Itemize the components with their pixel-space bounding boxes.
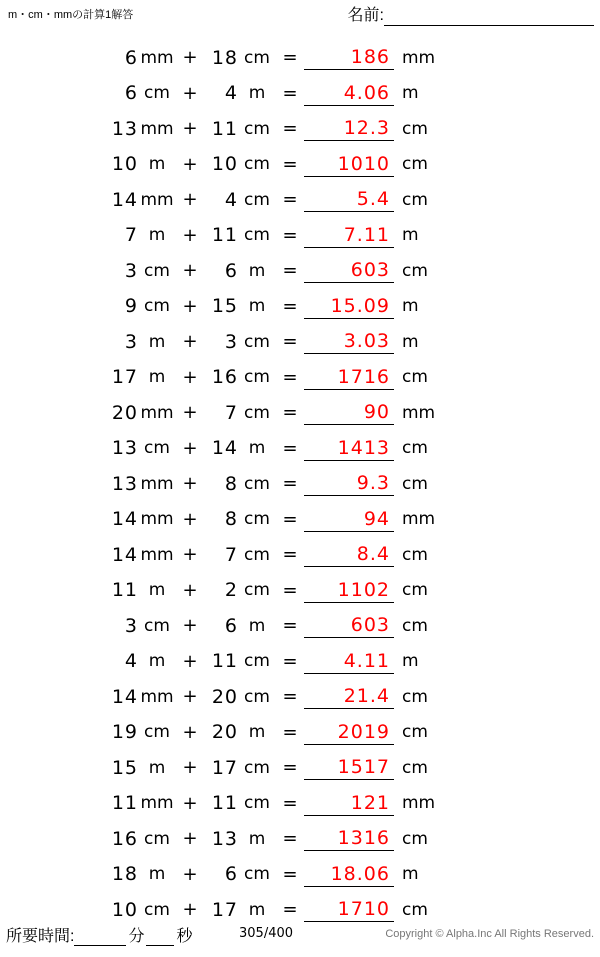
operand-b: 11 [211, 792, 238, 815]
operand-b: 10 [211, 153, 238, 176]
operand-b: 4 [224, 82, 238, 105]
equals-sign: = [282, 437, 298, 459]
operator: + [182, 686, 198, 708]
operand-a-unit: mm [140, 473, 174, 494]
answer-unit: m [402, 296, 419, 317]
answer-field[interactable]: 121 [304, 791, 394, 816]
answer-field[interactable]: 5.4 [304, 187, 394, 212]
equals-sign: = [282, 686, 298, 708]
name-field-block [348, 2, 594, 26]
minutes-input-line[interactable] [74, 925, 126, 946]
operand-a-unit: cm [144, 438, 170, 459]
answer-field[interactable]: 1316 [304, 826, 394, 851]
operand-b-unit: cm [244, 154, 270, 175]
seconds-input-line[interactable] [146, 925, 174, 946]
operand-a: 20 [111, 401, 138, 424]
answer-field[interactable]: 12.3 [304, 116, 394, 141]
operator: + [182, 650, 198, 672]
operand-b-unit: m [248, 722, 266, 743]
problem-row [0, 289, 600, 325]
operator: + [182, 863, 198, 885]
operator: + [182, 508, 198, 530]
answer-unit: cm [402, 899, 428, 920]
operator: + [182, 82, 198, 104]
operand-a-unit: mm [140, 509, 174, 530]
answer-field[interactable]: 1517 [304, 755, 394, 780]
operand-b: 3 [224, 330, 238, 353]
answer-field[interactable]: 15.09 [304, 294, 394, 319]
problem-row [0, 644, 600, 680]
operand-a: 13 [111, 117, 138, 140]
answer-unit: cm [402, 722, 428, 743]
answer-field[interactable]: 21.4 [304, 684, 394, 709]
operand-b-unit: cm [244, 367, 270, 388]
answer-unit: cm [402, 828, 428, 849]
answer-unit: cm [402, 154, 428, 175]
operand-b-unit: cm [244, 864, 270, 885]
operator: + [182, 224, 198, 246]
operand-a-unit: m [148, 225, 166, 246]
equals-sign: = [282, 508, 298, 530]
answer-field[interactable]: 2019 [304, 720, 394, 745]
problem-row [0, 715, 600, 751]
answer-unit: mm [402, 793, 436, 814]
elapsed-time-label: 所要時間: [6, 928, 75, 945]
equals-sign: = [282, 224, 298, 246]
equals-sign: = [282, 721, 298, 743]
answer-unit: mm [402, 47, 436, 68]
operator: + [182, 189, 198, 211]
operand-b-unit: cm [244, 651, 270, 672]
operator: + [182, 579, 198, 601]
answer-unit: m [402, 225, 419, 246]
operator: + [182, 260, 198, 282]
problem-list [0, 40, 600, 928]
operand-b-unit: m [248, 828, 266, 849]
operand-b-unit: cm [244, 509, 270, 530]
equals-sign: = [282, 331, 298, 353]
operand-a: 10 [111, 898, 138, 921]
operand-b: 17 [211, 756, 238, 779]
operand-b-unit: cm [244, 331, 270, 352]
operand-b: 15 [211, 295, 238, 318]
equals-sign: = [282, 402, 298, 424]
equals-sign: = [282, 47, 298, 69]
operand-b: 6 [224, 614, 238, 637]
operand-b-unit: cm [244, 118, 270, 139]
answer-field[interactable]: 1710 [304, 897, 394, 922]
operand-b-unit: cm [244, 402, 270, 423]
problem-row [0, 679, 600, 715]
operand-b-unit: cm [244, 686, 270, 707]
operator: + [182, 118, 198, 140]
equals-sign: = [282, 118, 298, 140]
equals-sign: = [282, 615, 298, 637]
equals-sign: = [282, 828, 298, 850]
equals-sign: = [282, 579, 298, 601]
operand-b-unit: cm [244, 189, 270, 210]
operand-a: 13 [111, 437, 138, 460]
operand-a-unit: m [148, 367, 166, 388]
problem-row [0, 750, 600, 786]
operand-a: 6 [124, 46, 138, 69]
operand-b-unit: cm [244, 47, 270, 68]
answer-field[interactable]: 603 [304, 613, 394, 638]
problem-row [0, 786, 600, 822]
operand-a-unit: m [148, 331, 166, 352]
operand-a-unit: mm [140, 686, 174, 707]
operand-b: 16 [211, 366, 238, 389]
answer-field[interactable]: 1413 [304, 436, 394, 461]
answer-field[interactable]: 8.4 [304, 542, 394, 567]
operand-a-unit: m [148, 757, 166, 778]
page-title: m・cm・mmの計算1解答 [8, 9, 134, 21]
equals-sign: = [282, 153, 298, 175]
page-header [0, 0, 600, 30]
operand-a: 11 [111, 579, 138, 602]
operand-b: 11 [211, 117, 238, 140]
operand-a-unit: mm [140, 118, 174, 139]
operand-a: 10 [111, 153, 138, 176]
equals-sign: = [282, 260, 298, 282]
operand-a-unit: mm [140, 793, 174, 814]
operand-a: 19 [111, 721, 138, 744]
answer-field[interactable]: 3.03 [304, 329, 394, 354]
operand-a-unit: cm [144, 828, 170, 849]
answer-unit: cm [402, 615, 428, 636]
answer-field[interactable]: 7.11 [304, 223, 394, 248]
operand-b: 11 [211, 650, 238, 673]
copyright-notice: Copyright © Alpha.Inc All Rights Reserved. [385, 928, 594, 940]
operand-a: 18 [111, 863, 138, 886]
operand-b: 6 [224, 863, 238, 886]
problem-row [0, 40, 600, 76]
operator: + [182, 757, 198, 779]
operand-a: 14 [111, 188, 138, 211]
answer-unit: cm [402, 473, 428, 494]
operand-a: 6 [124, 82, 138, 105]
operand-a-unit: mm [140, 402, 174, 423]
operand-a-unit: cm [144, 296, 170, 317]
problem-row [0, 608, 600, 644]
operand-a-unit: mm [140, 189, 174, 210]
operand-b: 7 [224, 401, 238, 424]
answer-field[interactable]: 9.3 [304, 471, 394, 496]
operand-a: 15 [111, 756, 138, 779]
operand-b: 8 [224, 472, 238, 495]
elapsed-time-block [6, 923, 194, 946]
equals-sign: = [282, 863, 298, 885]
operand-b-unit: m [248, 899, 266, 920]
operand-a-unit: cm [144, 260, 170, 281]
minutes-unit-label: 分 [128, 928, 145, 945]
operator: + [182, 366, 198, 388]
page-footer [0, 923, 600, 953]
operand-a: 11 [111, 792, 138, 815]
operand-a: 3 [124, 614, 138, 637]
operand-b: 14 [211, 437, 238, 460]
operator: + [182, 899, 198, 921]
problem-row [0, 395, 600, 431]
answer-unit: cm [402, 367, 428, 388]
operand-b-unit: m [248, 83, 266, 104]
problem-row [0, 147, 600, 183]
operand-a-unit: cm [144, 83, 170, 104]
answer-unit: m [402, 864, 419, 885]
answer-unit: cm [402, 686, 428, 707]
operand-a: 7 [124, 224, 138, 247]
problem-row [0, 76, 600, 112]
answer-unit: mm [402, 402, 436, 423]
equals-sign: = [282, 82, 298, 104]
equals-sign: = [282, 650, 298, 672]
operand-b-unit: m [248, 296, 266, 317]
name-label: 名前: [347, 7, 384, 24]
operand-b: 4 [224, 188, 238, 211]
answer-field[interactable]: 4.06 [304, 81, 394, 106]
operand-a-unit: cm [144, 899, 170, 920]
problem-row [0, 360, 600, 396]
operand-b-unit: cm [244, 225, 270, 246]
operand-a-unit: mm [140, 47, 174, 68]
problem-row [0, 253, 600, 289]
operand-a: 17 [111, 366, 138, 389]
operand-a-unit: m [148, 651, 166, 672]
problem-row [0, 324, 600, 360]
operand-b-unit: cm [244, 544, 270, 565]
operator: + [182, 721, 198, 743]
operand-b-unit: m [248, 615, 266, 636]
equals-sign: = [282, 295, 298, 317]
operand-a-unit: m [148, 154, 166, 175]
problem-row [0, 466, 600, 502]
answer-field[interactable]: 94 [304, 507, 394, 532]
operand-b: 17 [211, 898, 238, 921]
operand-a: 13 [111, 472, 138, 495]
operand-a-unit: mm [140, 544, 174, 565]
operand-a: 14 [111, 543, 138, 566]
operator: + [182, 437, 198, 459]
operator: + [182, 47, 198, 69]
name-input-line[interactable] [384, 6, 594, 26]
operand-a: 9 [124, 295, 138, 318]
operand-b-unit: cm [244, 580, 270, 601]
answer-field[interactable]: 18.06 [304, 862, 394, 887]
problem-row [0, 182, 600, 218]
operand-b-unit: cm [244, 793, 270, 814]
operand-b: 6 [224, 259, 238, 282]
operand-a: 16 [111, 827, 138, 850]
operator: + [182, 402, 198, 424]
answer-unit: cm [402, 757, 428, 778]
answer-field[interactable]: 4.11 [304, 649, 394, 674]
problem-row [0, 537, 600, 573]
operator: + [182, 828, 198, 850]
equals-sign: = [282, 366, 298, 388]
equals-sign: = [282, 544, 298, 566]
operand-a: 14 [111, 685, 138, 708]
operand-a: 3 [124, 330, 138, 353]
operand-a: 4 [124, 650, 138, 673]
answer-unit: mm [402, 509, 436, 530]
operand-b: 2 [224, 579, 238, 602]
operand-b: 20 [211, 721, 238, 744]
operand-b: 8 [224, 508, 238, 531]
operator: + [182, 295, 198, 317]
operator: + [182, 792, 198, 814]
operator: + [182, 473, 198, 495]
operator: + [182, 153, 198, 175]
operand-a-unit: cm [144, 722, 170, 743]
equals-sign: = [282, 473, 298, 495]
equals-sign: = [282, 189, 298, 211]
operand-b: 20 [211, 685, 238, 708]
answer-field[interactable]: 186 [304, 45, 394, 70]
operand-b: 18 [211, 46, 238, 69]
equals-sign: = [282, 899, 298, 921]
answer-unit: cm [402, 189, 428, 210]
operand-b: 13 [211, 827, 238, 850]
operator: + [182, 615, 198, 637]
problem-row [0, 431, 600, 467]
problem-row [0, 502, 600, 538]
equals-sign: = [282, 792, 298, 814]
operand-a-unit: m [148, 864, 166, 885]
problem-row [0, 821, 600, 857]
answer-unit: cm [402, 580, 428, 601]
operand-a: 3 [124, 259, 138, 282]
problem-row [0, 573, 600, 609]
equals-sign: = [282, 757, 298, 779]
answer-unit: cm [402, 118, 428, 139]
operator: + [182, 331, 198, 353]
answer-unit: cm [402, 544, 428, 565]
operand-b-unit: cm [244, 757, 270, 778]
answer-unit: m [402, 331, 419, 352]
problem-row [0, 218, 600, 254]
operand-a-unit: m [148, 580, 166, 601]
operator: + [182, 544, 198, 566]
operand-b-unit: m [248, 438, 266, 459]
answer-field[interactable]: 1102 [304, 578, 394, 603]
answer-unit: m [402, 83, 419, 104]
operand-b-unit: m [248, 260, 266, 281]
answer-field[interactable]: 1716 [304, 365, 394, 390]
answer-field[interactable]: 90 [304, 400, 394, 425]
operand-b: 7 [224, 543, 238, 566]
answer-unit: cm [402, 260, 428, 281]
page-count: 305/400 [239, 926, 294, 941]
operand-b: 11 [211, 224, 238, 247]
answer-field[interactable]: 603 [304, 258, 394, 283]
answer-field[interactable]: 1010 [304, 152, 394, 177]
operand-a-unit: cm [144, 615, 170, 636]
operand-b-unit: cm [244, 473, 270, 494]
answer-unit: m [402, 651, 419, 672]
problem-row [0, 857, 600, 893]
problem-row [0, 111, 600, 147]
seconds-unit-label: 秒 [176, 928, 193, 945]
operand-a: 14 [111, 508, 138, 531]
answer-unit: cm [402, 438, 428, 459]
